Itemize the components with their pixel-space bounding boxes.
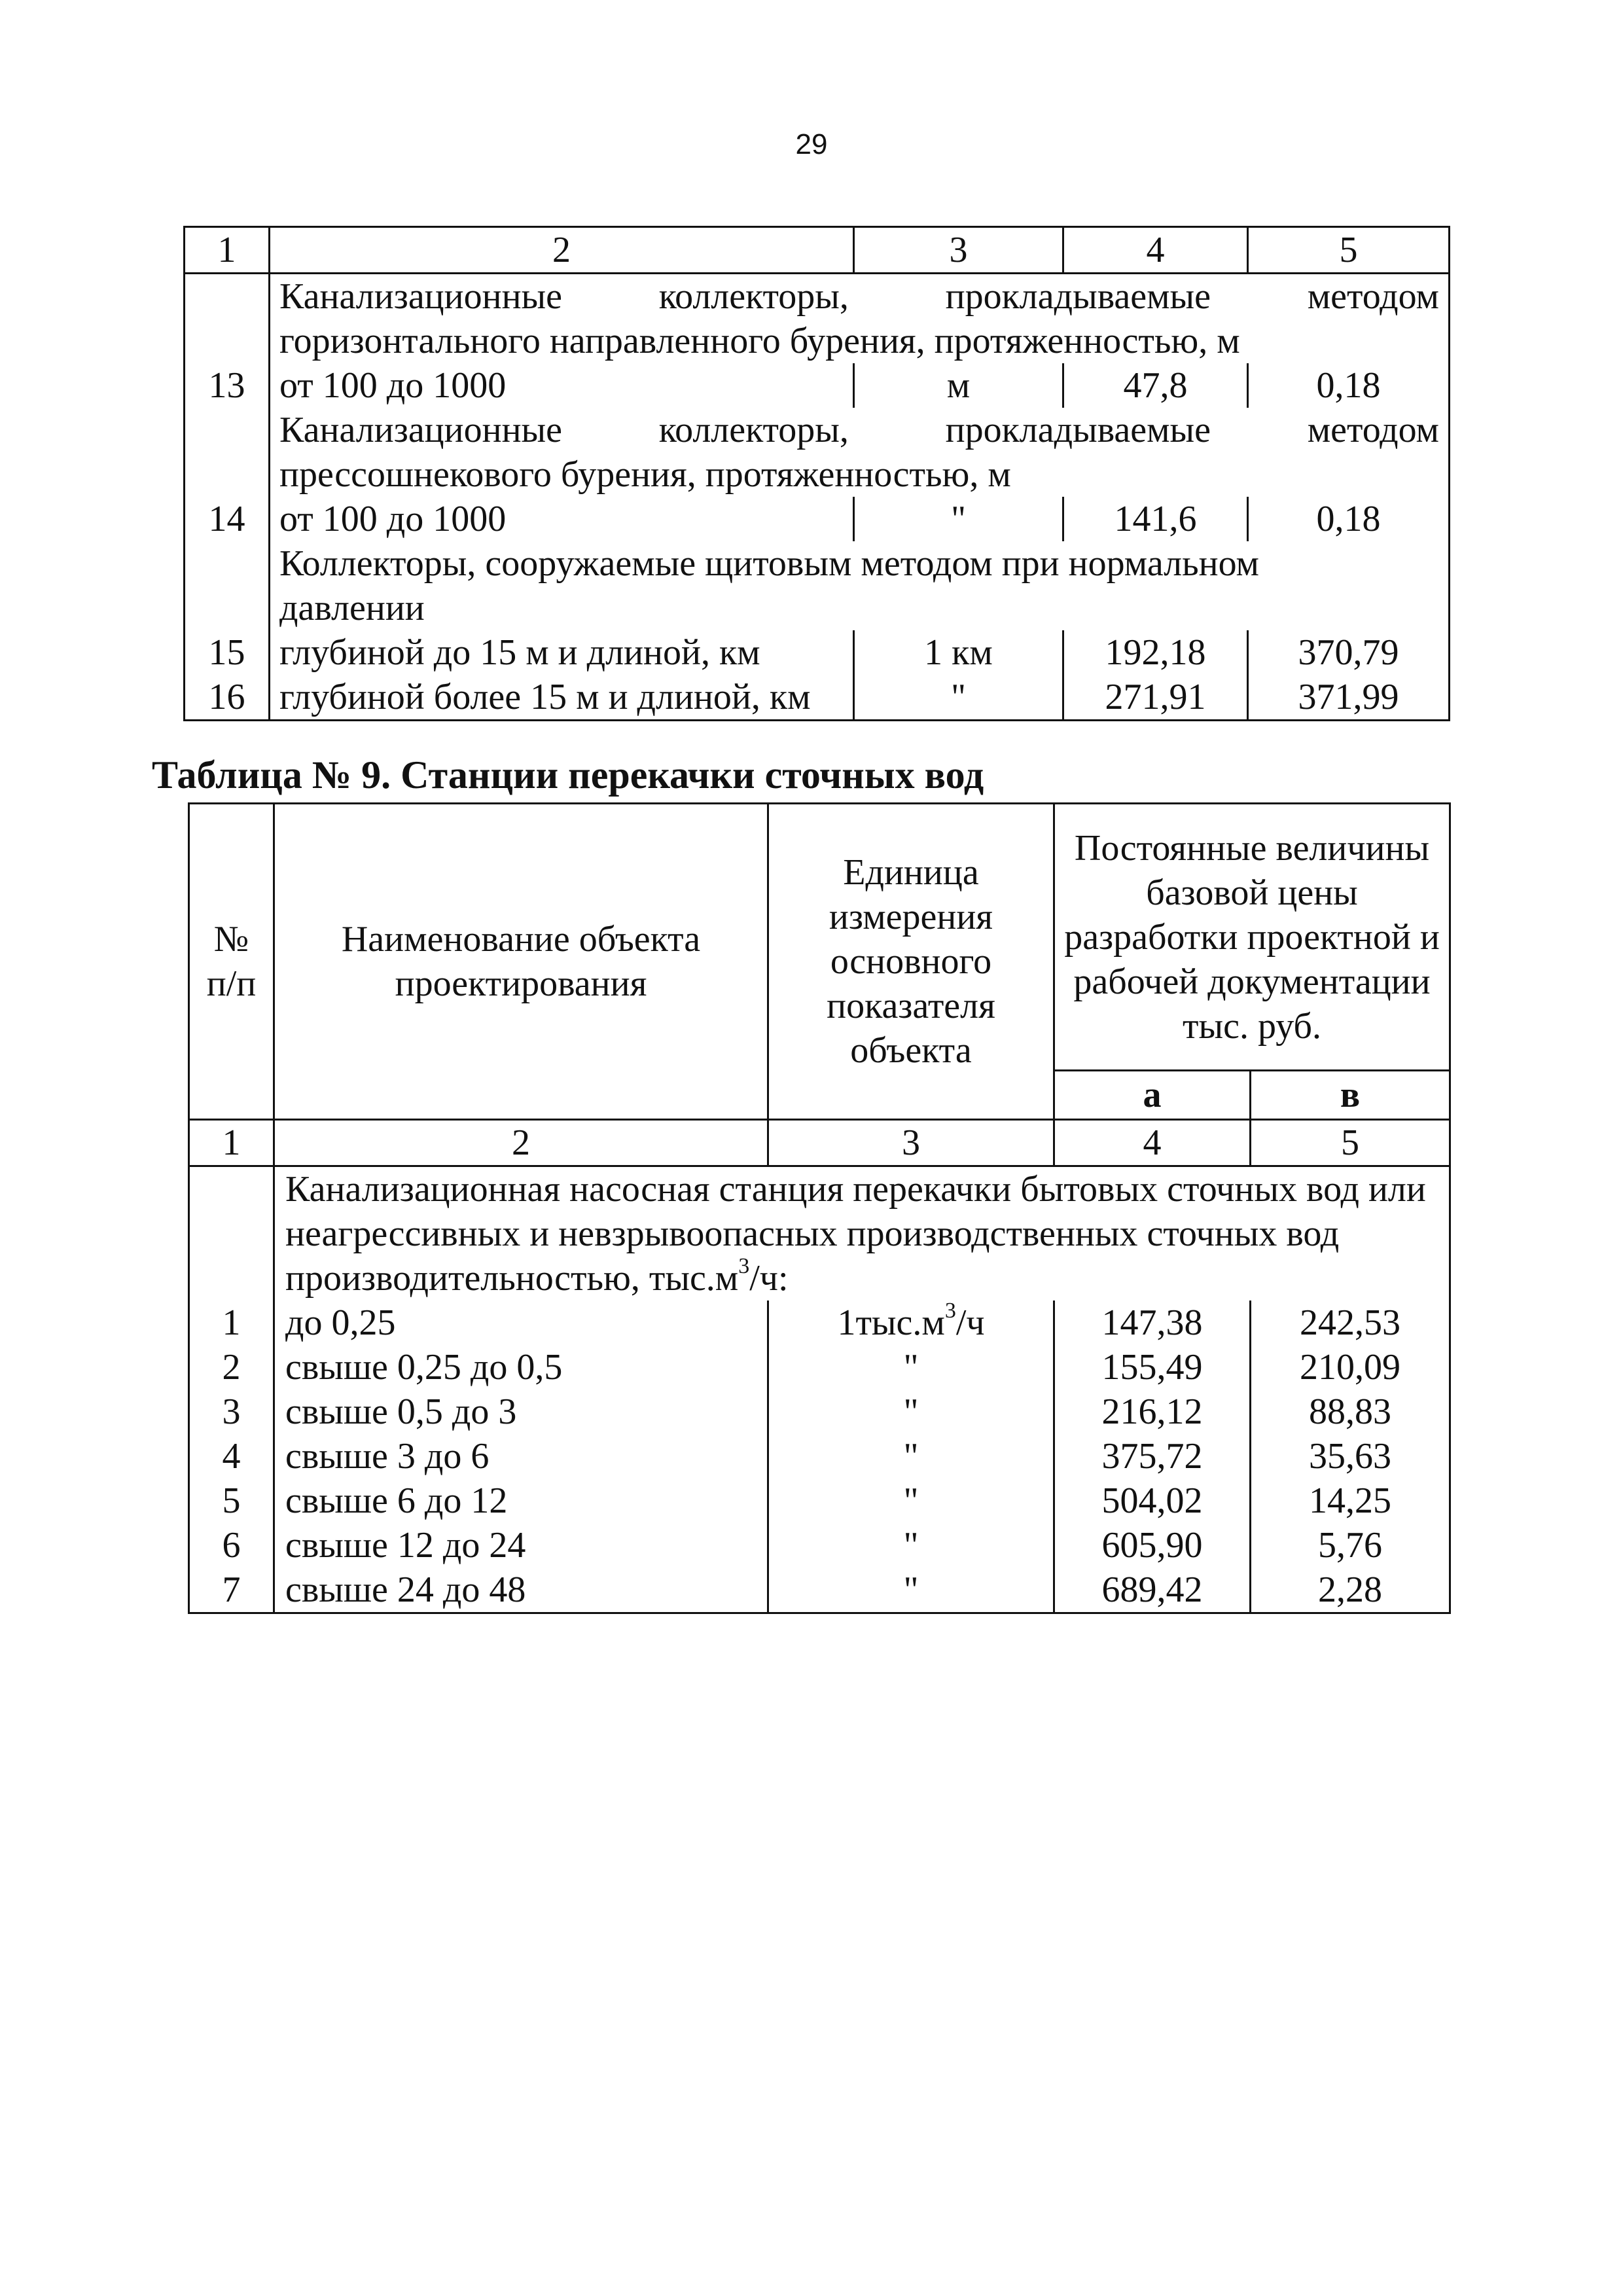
group-title-row (185, 452, 1450, 497)
table-header-row (189, 804, 1450, 1071)
header-cell: 5 (1248, 227, 1450, 274)
header-name: Наименование объекта проектирования (274, 804, 768, 1120)
group-title: Канализационная насосная станция перекачки бытовых сточных вод или неагрессивных и невзрывоопасных производственных сточных вод производительностью, $тыс.м^3/ч$: (274, 1166, 1450, 1301)
table-row (189, 1479, 1450, 1523)
group-title: Канализационные коллекторы, прокладываемые методом (270, 408, 1450, 452)
row-name: глубиной более 15 м и длиной, км (270, 675, 854, 721)
row-number: 15 (185, 630, 270, 675)
row-value-b: 242,53 (1251, 1300, 1450, 1345)
column-number: 1 (189, 1120, 274, 1166)
table-row (185, 497, 1450, 541)
group-title-row (185, 319, 1450, 363)
row-value-b: 0,18 (1248, 497, 1450, 541)
page-number: 29 (795, 128, 828, 160)
row-value-a: 605,90 (1054, 1523, 1251, 1568)
row-name: свыше 0,25 до 0,5 (274, 1345, 768, 1390)
pumping-stations-table (188, 802, 1451, 1614)
row-name: свыше 3 до 6 (274, 1434, 768, 1479)
row-name: глубиной до 15 м и длиной, км (270, 630, 854, 675)
row-unit: $1тыс.м^3/ч$ (768, 1300, 1054, 1345)
row-unit: " (768, 1345, 1054, 1390)
row-number: 13 (185, 363, 270, 408)
group-title: прессошнекового бурения, протяженностью, м (270, 452, 1450, 497)
table-row (185, 630, 1450, 675)
header-cell: 3 (854, 227, 1063, 274)
column-number: 2 (274, 1120, 768, 1166)
row-value-b: 88,83 (1251, 1390, 1450, 1434)
header-number: № п/п (189, 804, 274, 1120)
column-numbering-row (189, 1120, 1450, 1166)
row-number: 1 (189, 1300, 274, 1345)
row-value-b: 35,63 (1251, 1434, 1450, 1479)
continuation-table (183, 226, 1450, 721)
row-value-b: 2,28 (1251, 1568, 1450, 1613)
group-title-row (189, 1166, 1450, 1301)
row-value-a: 271,91 (1063, 675, 1248, 721)
row-name: от 100 до 1000 (270, 363, 854, 408)
row-name: до 0,25 (274, 1300, 768, 1345)
header-unit: Единица измерения основного показателя объекта (768, 804, 1054, 1120)
row-number: 3 (189, 1390, 274, 1434)
row-value-a: 216,12 (1054, 1390, 1251, 1434)
table-row (189, 1300, 1450, 1345)
group-title: Коллекторы, сооружаемые щитовым методом при нормальном (270, 541, 1450, 586)
row-value-b: 371,99 (1248, 675, 1450, 721)
column-number: 5 (1251, 1120, 1450, 1166)
row-number: 6 (189, 1523, 274, 1568)
row-number: 14 (185, 497, 270, 541)
header-base-price: Постоянные величины базовой цены разработки проектной и рабочей документации тыс. руб. (1054, 804, 1450, 1071)
header-cell: 1 (185, 227, 270, 274)
row-value-b: 210,09 (1251, 1345, 1450, 1390)
row-number: 16 (185, 675, 270, 721)
group-title: горизонтального направленного бурения, протяженностью, м (270, 319, 1450, 363)
row-unit: " (768, 1568, 1054, 1613)
group-title-row (185, 274, 1450, 319)
row-number: 5 (189, 1479, 274, 1523)
row-name: свыше 24 до 48 (274, 1568, 768, 1613)
header-b: в (1251, 1071, 1450, 1120)
row-value-a: 155,49 (1054, 1345, 1251, 1390)
row-value-b: 370,79 (1248, 630, 1450, 675)
row-value-b: 14,25 (1251, 1479, 1450, 1523)
group-title-row (185, 408, 1450, 452)
row-unit: " (768, 1390, 1054, 1434)
row-unit: " (854, 497, 1063, 541)
column-number: 4 (1054, 1120, 1251, 1166)
row-unit: " (768, 1523, 1054, 1568)
row-name: свыше 12 до 24 (274, 1523, 768, 1568)
group-title-row (185, 541, 1450, 586)
table-row (189, 1434, 1450, 1479)
group-title-row (185, 586, 1450, 630)
row-number: 4 (189, 1434, 274, 1479)
table-row (185, 363, 1450, 408)
table-title: Таблица № 9. Станции перекачки сточных вод (152, 753, 984, 797)
row-value-a: 192,18 (1063, 630, 1248, 675)
row-name: свыше 0,5 до 3 (274, 1390, 768, 1434)
table-row (189, 1390, 1450, 1434)
group-title: давлении (270, 586, 1450, 630)
row-value-b: 0,18 (1248, 363, 1450, 408)
row-value-a: 47,8 (1063, 363, 1248, 408)
group-title: Канализационные коллекторы, прокладываемые методом (270, 274, 1450, 319)
table-row (189, 1523, 1450, 1568)
header-cell: 2 (270, 227, 854, 274)
row-value-a: 689,42 (1054, 1568, 1251, 1613)
row-name: свыше 6 до 12 (274, 1479, 768, 1523)
row-value-a: 147,38 (1054, 1300, 1251, 1345)
row-value-a: 141,6 (1063, 497, 1248, 541)
table-row (189, 1568, 1450, 1613)
row-unit: " (768, 1479, 1054, 1523)
table-row (189, 1345, 1450, 1390)
row-value-b: 5,76 (1251, 1523, 1450, 1568)
row-value-a: 504,02 (1054, 1479, 1251, 1523)
row-number: 2 (189, 1345, 274, 1390)
header-cell: 4 (1063, 227, 1248, 274)
row-name: от 100 до 1000 (270, 497, 854, 541)
row-number: 7 (189, 1568, 274, 1613)
row-unit: м (854, 363, 1063, 408)
table-header-row (185, 227, 1450, 274)
row-unit: 1 км (854, 630, 1063, 675)
header-a: а (1054, 1071, 1251, 1120)
table-row (185, 675, 1450, 721)
row-value-a: 375,72 (1054, 1434, 1251, 1479)
row-unit: " (854, 675, 1063, 721)
row-unit: " (768, 1434, 1054, 1479)
column-number: 3 (768, 1120, 1054, 1166)
